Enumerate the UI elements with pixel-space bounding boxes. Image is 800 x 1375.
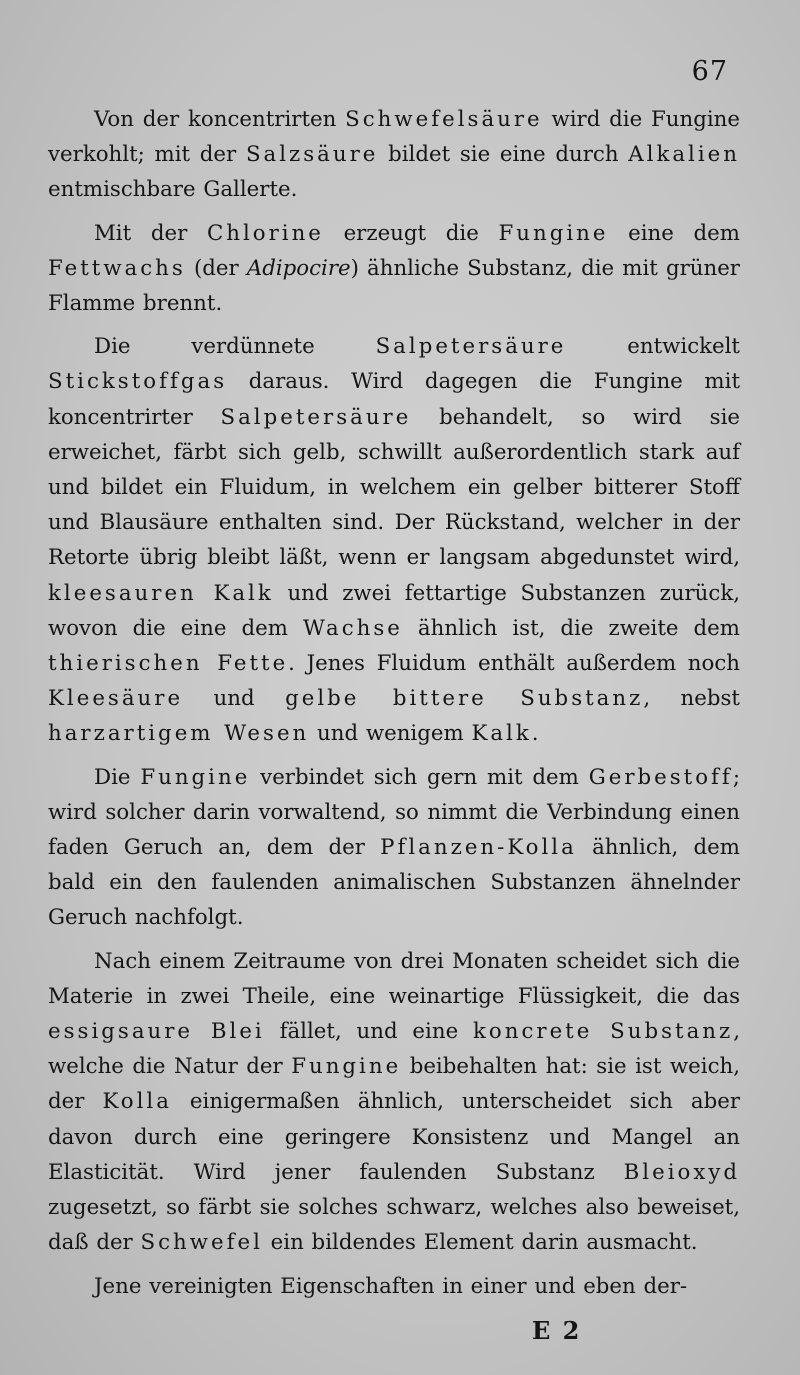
text-run: bildet sie eine durch [378,142,629,168]
text-run: ; wird solcher darin vorwaltend, so nimmt die Verbindung einen faden Geruch an, dem der [48,764,740,861]
text-run: eine dem [608,220,740,246]
text-run: daraus. Wird dagegen die Fungine mit koncentrirter [48,369,740,430]
text-run: fället, und eine [264,1019,474,1045]
page-number: 67 [691,56,728,87]
text-run: behandelt, so wird sie erweichet, färbt sich gelb, schwillt außerordentlich stark auf und bildet ein Fluidum, in welchem ein gelber bitterer Stoff und Blausäure enthalten sind. Der Rückstand, welcher in der Retorte übrig bleibt läßt, wenn er langsam abgedunstet wird, [48,404,740,571]
text-run: ähnlich ist, die zweite dem [402,615,740,641]
text-run: Mit der [94,220,207,246]
spaced-term: Alkalien [628,142,741,168]
spaced-term: thierischen Fette [48,651,289,677]
spaced-term: koncrete Substanz [473,1019,734,1045]
text-run: entmischbare Gallerte. [48,177,298,203]
text-run: . Jenes Fluidum enthält außerdem noch [288,651,740,677]
text-run: und zwei fettartige Substanzen zurück, wovon die eine dem [48,580,741,641]
text-run: Jene vereinigten Eigenschaften in einer und eben der- [94,1273,688,1299]
text-run: ein bildendes Element darin ausmacht. [262,1230,698,1256]
text-run: zugesetzt, so färbt sie solches schwarz, welches also beweiset, daß der [48,1195,740,1256]
paragraph-2 [48,216,740,322]
body-text [48,102,740,1312]
italic-term: Adipocire [246,255,351,281]
text-run: einigermaßen ähnlich, unterscheidet sich aber davon durch eine geringere Konsistenz und Mangel an Elasticität. Wird jener faulenden Substanz [48,1089,740,1185]
paragraph-5 [48,944,740,1261]
spaced-term: Pflanzen-Kolla [380,835,577,861]
spaced-term: harzartigem Wesen [48,721,310,747]
spaced-term: Fungine [498,220,609,246]
text-run: . [531,721,539,747]
spaced-term: Salpetersäure [220,404,412,430]
spaced-term: Gerbestoff [588,764,733,790]
spaced-term: Schwefelsäure [345,107,543,132]
spaced-term: Wachse [302,615,403,641]
text-run: Nach einem Zeitraume von drei Monaten scheidet sich die Materie in zwei Theile, eine weinartige Flüssigkeit, die das [48,948,740,1009]
spaced-term: Stickstoffgas [48,369,228,395]
text-run: erzeugt die [323,220,499,246]
text-run: und [183,686,286,712]
spaced-term: essigsaure Blei [48,1019,265,1045]
spaced-term: Fungine [140,764,251,790]
text-run: Von der koncentrirten [94,107,346,132]
text-run: (der [185,255,247,281]
paragraph-1 [48,102,740,208]
text-run: , nebst [643,686,740,712]
text-run: entwickelt [566,334,740,360]
text-run: verbindet sich gern mit dem [250,764,589,790]
text-run: ähnlich, dem bald ein den faulenden animalischen Substanzen ähnelnder Geruch nachfolgt. [48,835,740,931]
spaced-term: Chlorine [206,220,324,246]
spaced-term: kleesauren Kalk [48,580,274,606]
spaced-term: Salpetersäure [375,334,567,360]
spaced-term: Schwefel [140,1230,263,1256]
text-run: Die [94,764,141,790]
text-run: wird die Fungine verkohlt; mit der [48,107,740,168]
text-run: beibehalten hat: sie ist weich, der [48,1054,740,1115]
text-run: ) ähnliche Substanz, die mit grüner Flamme brennt. [48,255,740,317]
spaced-term: Fungine [291,1054,402,1080]
spaced-term: Kolla [102,1089,172,1115]
paragraph-4 [48,760,740,936]
spaced-term: Salzsäure [245,142,379,168]
spaced-term: Kalk [471,721,532,747]
spaced-term: Fettwachs [48,255,186,281]
paragraph-6 [48,1269,740,1304]
text-run: und wenigem [309,721,472,747]
signature-mark: E 2 [532,1316,582,1345]
text-run: Die verdünnete [94,334,376,360]
spaced-term: gelbe bittere Substanz [285,686,644,712]
spaced-term: Bleioxyd [623,1159,740,1185]
text-run: , welche die Natur der [48,1019,741,1080]
spaced-term: Kleesäure [48,686,184,712]
paragraph-3 [48,329,740,751]
